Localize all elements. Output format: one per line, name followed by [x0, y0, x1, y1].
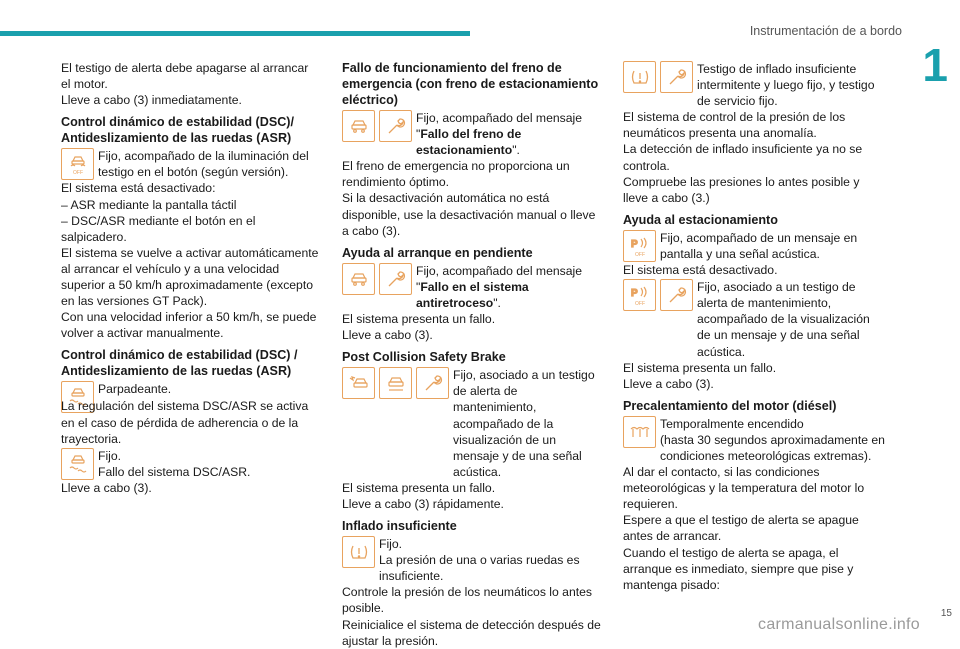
body-line: El sistema presenta un fallo.	[623, 360, 777, 375]
warning-row	[342, 367, 604, 480]
skid-warning-icon	[61, 448, 94, 480]
car-warning-icon	[342, 263, 375, 295]
body-line: Lleve a cabo (3).	[342, 328, 433, 343]
parking-sensor-off-icon	[623, 230, 656, 262]
page-header-title: Instrumentación de a bordo	[749, 24, 902, 38]
skid-off-warning-icon	[61, 148, 94, 180]
warning-row	[623, 230, 885, 262]
page-number: 15	[940, 608, 952, 619]
wrench-icon	[379, 110, 412, 142]
body-line: Controle la presión de los neumáticos lo antes posible.	[342, 585, 592, 616]
body-line: Al dar el contacto, si las condiciones meteorológicas y la temperatura del motor lo requieren.	[623, 465, 865, 512]
section-heading-brake: Fallo de funcionamiento del freno de emergencia (con freno de estacionamiento eléctrico)	[342, 61, 599, 107]
watermark: carmanualsonline.info	[758, 616, 920, 633]
body-line: El freno de emergencia no proporciona un rendimiento óptimo.	[342, 159, 570, 190]
warning-description: Fijo, acompañado de un mensaje en pantalla y una señal acústica.	[660, 230, 858, 261]
warning-description: Fijo, acompañado del mensaje "Fallo del freno de estacionamiento".	[416, 111, 582, 158]
warning-row	[342, 263, 604, 311]
tyre-pressure-icon	[623, 61, 656, 93]
svg-text:P: P	[630, 288, 638, 300]
section-heading-collision: Post Collision Safety Brake	[342, 350, 506, 365]
wrench-icon	[379, 263, 412, 295]
warning-description: Testigo de inflado insuficiente intermitente y luego fijo, y testigo de servicio fijo.	[697, 62, 875, 109]
warning-status: Temporalmente encendido	[660, 416, 804, 431]
warning-row	[623, 416, 885, 464]
svg-text:OFF: OFF	[72, 170, 83, 177]
body-line: El sistema presenta un fallo.	[342, 480, 496, 495]
body-line: La detección de inflado insuficiente ya no se controla.	[623, 142, 863, 173]
svg-text:OFF: OFF	[634, 251, 645, 258]
car-warning-icon	[342, 110, 375, 142]
svg-text:OFF: OFF	[634, 301, 645, 308]
body-line: El sistema de control de la presión de los neumáticos presenta una anomalía.	[623, 110, 846, 141]
body-line: Espere a que el testigo de alerta se apague antes de arrancar.	[623, 513, 859, 544]
intro-line: Lleve a cabo (3) inmediatamente.	[61, 93, 242, 108]
warning-description: Fijo, asociado a un testigo de alerta de mantenimiento, acompañado de la visualización de un mensaje y de una señal acústica.	[453, 368, 595, 479]
body-line: El sistema está desactivado:	[61, 181, 216, 196]
column-2	[342, 60, 604, 649]
body-line: El sistema presenta un fallo.	[342, 312, 496, 327]
warning-description: Fijo, acompañado del mensaje "Fallo en el sistema antiretroceso".	[416, 263, 582, 310]
body-line: Lleve a cabo (3).	[61, 480, 152, 495]
warning-row	[623, 61, 885, 109]
section-heading-park: Ayuda al estacionamiento	[623, 212, 778, 227]
wrench-icon	[416, 367, 449, 399]
section-heading-tyre: Inflado insuficiente	[342, 519, 457, 534]
car-warning-icon	[379, 367, 412, 399]
intro-line: El testigo de alerta debe apagarse al arrancar el motor.	[61, 61, 309, 92]
header-accent-bar	[0, 31, 470, 36]
column-1	[61, 60, 319, 496]
body-line: Compruebe las presiones lo antes posible y lleve a cabo (3.)	[623, 174, 860, 205]
body-line: Reinicialice el sistema de detección después de ajustar la presión.	[342, 617, 601, 648]
chapter-number: 1	[922, 39, 948, 91]
warning-description: La presión de una o varias ruedas es insuficiente.	[379, 553, 580, 584]
warning-description: Fallo del sistema DSC/ASR.	[98, 464, 251, 479]
warning-row	[623, 279, 885, 359]
parking-sensor-off-icon	[623, 279, 656, 311]
warning-row	[61, 448, 319, 480]
warning-description: Fijo, asociado a un testigo de alerta de mantenimiento, acompañado de la visualización de un mensaje y de una señal acústica.	[697, 280, 870, 359]
warning-row	[61, 148, 319, 180]
warning-description: (hasta 30 segundos aproximadamente en condiciones meteorológicas extremas).	[660, 432, 885, 463]
svg-text:P: P	[630, 238, 638, 250]
section-heading-dsc: Control dinámico de estabilidad (DSC) / Antideslizamiento de las ruedas (ASR)	[61, 348, 298, 379]
body-line: Lleve a cabo (3) rápidamente.	[342, 496, 504, 511]
body-line: Lleve a cabo (3).	[623, 376, 714, 391]
wrench-icon	[660, 279, 693, 311]
section-heading-glow: Precalentamiento del motor (diésel)	[623, 398, 837, 413]
tyre-pressure-icon	[342, 536, 375, 568]
body-line: La regulación del sistema DSC/ASR se activa en el caso de pérdida de adherencia o de la trayectoria.	[61, 399, 309, 446]
warning-row	[342, 536, 604, 584]
body-line: Con una velocidad inferior a 50 km/h, se puede volver a activar manualmente.	[61, 310, 317, 341]
body-line: El sistema se vuelve a activar automáticamente al arrancar el vehículo y a una velocidad superior a 50 km/h aproximadamente (excepto en las versiones GT Pack).	[61, 245, 319, 309]
section-heading-hill: Ayuda al arranque en pendiente	[342, 245, 533, 260]
section-heading-dsc-off: Control dinámico de estabilidad (DSC)/ Antideslizamiento de las ruedas (ASR)	[61, 115, 295, 146]
warning-status: Fijo.	[98, 448, 122, 463]
collision-warning-icon	[342, 367, 375, 399]
wrench-icon	[660, 61, 693, 93]
body-line: – ASR mediante la pantalla táctil	[61, 197, 237, 212]
body-line: Cuando el testigo de alerta se apaga, el arranque es inmediato, siempre que pise y mantenga pisado:	[623, 545, 854, 592]
warning-status: Parpadeante.	[98, 382, 172, 397]
warning-status: Fijo.	[379, 537, 403, 552]
body-line: – DSC/ASR mediante el botón en el salpicadero.	[61, 213, 256, 244]
warning-description: Fijo, acompañado de la iluminación del testigo en el botón (según versión).	[98, 149, 309, 180]
warning-row	[342, 110, 604, 158]
column-3	[623, 60, 885, 593]
glow-plug-icon	[623, 416, 656, 448]
body-line: Si la desactivación automática no está disponible, use la desactivación manual o lleve a cabo (3).	[342, 191, 596, 238]
body-line: El sistema está desactivado.	[623, 263, 778, 278]
